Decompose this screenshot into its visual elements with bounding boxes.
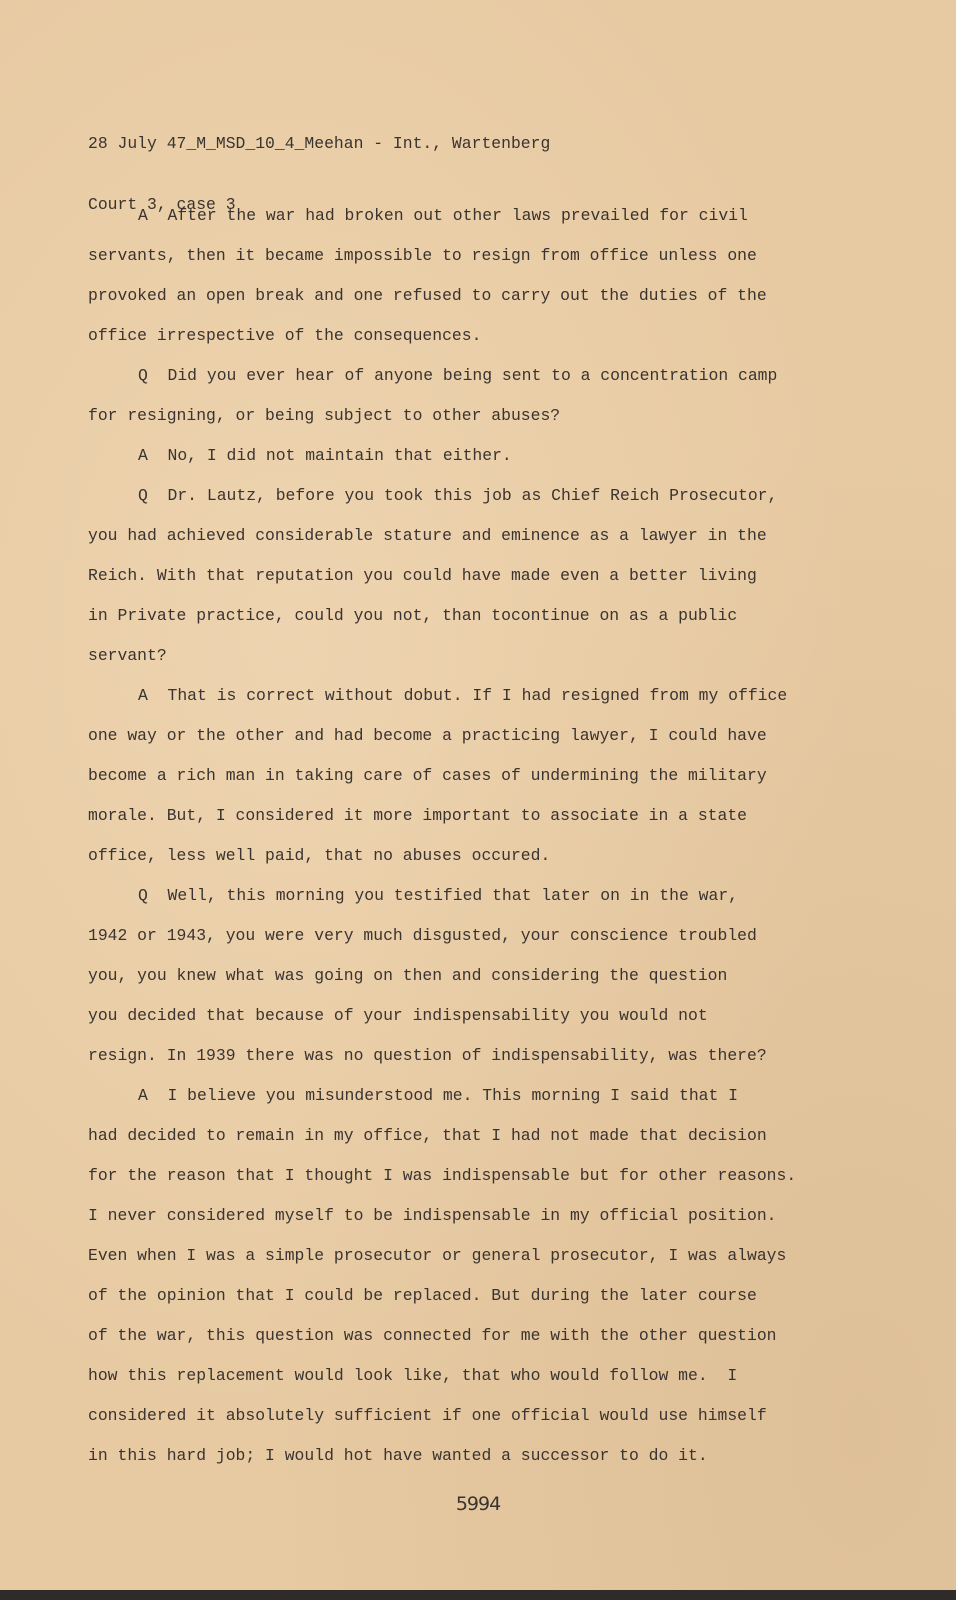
transcript-line: for resigning, or being subject to other abuses? xyxy=(88,406,561,425)
transcript-line: Reich. With that reputation you could have made even a better living xyxy=(88,566,757,585)
transcript-line: in Private practice, could you not, than tocontinue on as a public xyxy=(88,606,738,625)
transcript-line: A No, I did not maintain that either. xyxy=(138,446,512,465)
transcript-line: Q Did you ever hear of anyone being sent to a concentration camp xyxy=(138,366,778,385)
transcript-line: you decided that because of your indispensability you would not xyxy=(88,1006,708,1025)
transcript-line: A I believe you misunderstood me. This morning I said that I xyxy=(138,1086,738,1105)
transcript-line: for the reason that I thought I was indispensable but for other reasons. xyxy=(88,1166,797,1185)
transcript-line: office irrespective of the consequences. xyxy=(88,326,482,345)
transcript-line: how this replacement would look like, that who would follow me. I xyxy=(88,1366,738,1385)
transcript-line: of the war, this question was connected for me with the other question xyxy=(88,1326,777,1345)
transcript-line: servant? xyxy=(88,646,167,665)
header-line-2: Court 3, case 3 xyxy=(88,195,236,214)
transcript-line: Q Dr. Lautz, before you took this job as Chief Reich Prosecutor, xyxy=(138,486,778,505)
transcript-line: morale. But, I considered it more important to associate in a state xyxy=(88,806,748,825)
transcript-line: servants, then it became impossible to resign from office unless one xyxy=(88,246,757,265)
transcript-line: had decided to remain in my office, that I had not made that decision xyxy=(88,1126,767,1145)
transcript-body xyxy=(88,206,796,1486)
transcript-line: Even when I was a simple prosecutor or general prosecutor, I was always xyxy=(88,1246,787,1265)
transcript-line: office, less well paid, that no abuses occured. xyxy=(88,846,551,865)
transcript-line: in this hard job; I would hot have wanted a successor to do it. xyxy=(88,1446,708,1465)
transcript-line: 1942 or 1943, you were very much disgusted, your conscience troubled xyxy=(88,926,757,945)
transcript-line: A After the war had broken out other laws prevailed for civil xyxy=(138,206,748,225)
transcript-line: A That is correct without dobut. If I had resigned from my office xyxy=(138,686,788,705)
transcript-line: you had achieved considerable stature and eminence as a lawyer in the xyxy=(88,526,767,545)
header-line-1: 28 July 47_M_MSD_10_4_Meehan - Int., Wartenberg xyxy=(88,134,551,153)
transcript-line: you, you knew what was going on then and considering the question xyxy=(88,966,728,985)
transcript-line: become a rich man in taking care of cases of undermining the military xyxy=(88,766,767,785)
transcript-line: one way or the other and had become a practicing lawyer, I could have xyxy=(88,726,767,745)
page-number: 5994 xyxy=(455,1493,501,1515)
transcript-line: considered it absolutely sufficient if one official would use himself xyxy=(88,1406,767,1425)
transcript-line: Q Well, this morning you testified that later on in the war, xyxy=(138,886,738,905)
transcript-line: provoked an open break and one refused to carry out the duties of the xyxy=(88,286,767,305)
transcript-line: resign. In 1939 there was no question of indispensability, was there? xyxy=(88,1046,767,1065)
transcript-line: I never considered myself to be indispensable in my official position. xyxy=(88,1206,777,1225)
transcript-line: of the opinion that I could be replaced. But during the later course xyxy=(88,1286,757,1305)
